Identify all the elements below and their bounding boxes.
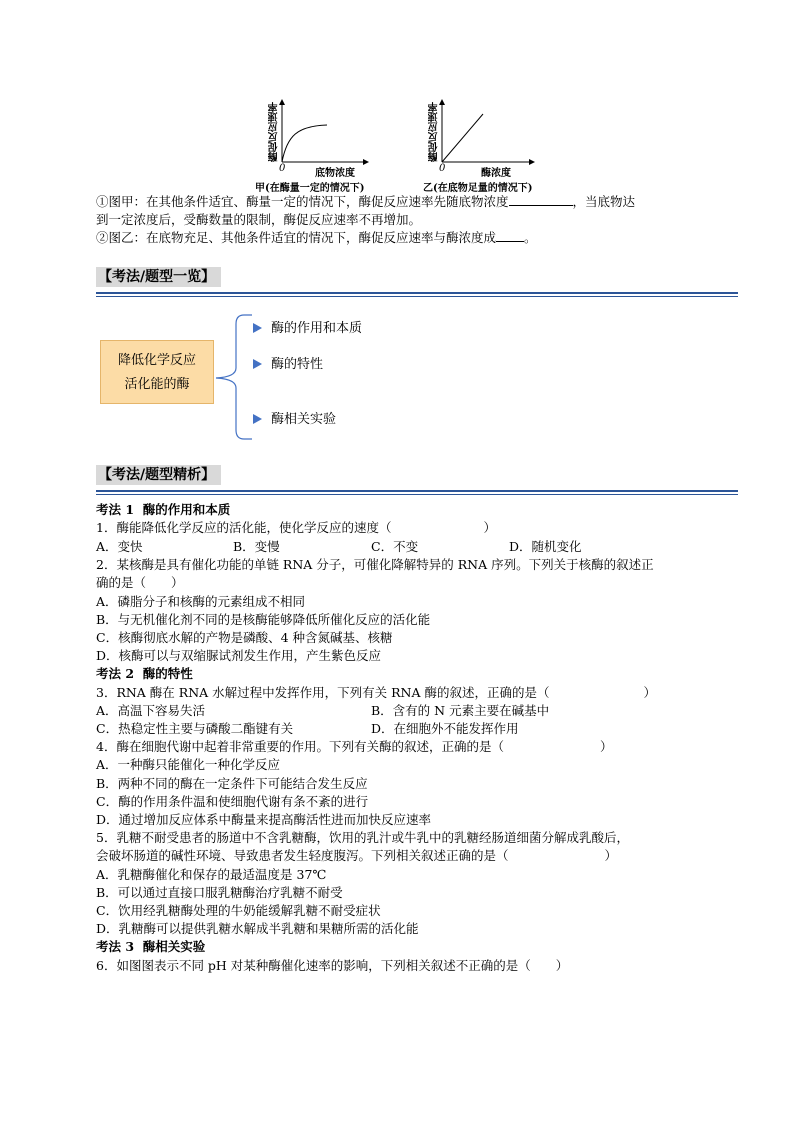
graph-substrate-caption: 甲(在酶量一定的情况下) [255,183,365,194]
q4-option-b: B．两种不同的酶在一定条件下可能结合发生反应 [96,776,368,791]
section-heading-overview: 【考法/题型一览】 [96,267,221,287]
graph-enzyme-origin: 0 [439,163,446,174]
section-rule-1b [96,296,738,297]
q4-option-c: C．酶的作用条件温和使细胞代谢有条不紊的进行 [96,794,369,809]
q4-stem: 4．酶在细胞代谢中起着非常重要的作用。下列有关酶的叙述，正确的是（ ） [96,739,613,754]
arrow-right-icon [253,414,262,424]
q3-option-d: D．在细胞外不能发挥作用 [371,721,519,736]
section-rule-2b [96,494,738,495]
q4-option-a: A．一种酶只能催化一种化学反应 [96,757,281,772]
q3-stem: 3．RNA 酶在 RNA 水解过程中发挥作用，下列有关 RNA 酶的叙述，正确的是（ ） [96,685,656,700]
section-heading-analysis: 【考法/题型精析】 [96,465,221,485]
intro-line-2: 到一定浓度后，受酶数量的限制，酶促反应速率不再增加。 [96,212,422,227]
q2-option-d: D．核酶可以与双缩脲试剂发生作用，产生紫色反应 [96,648,382,663]
q2-option-b: B．与无机催化剂不同的是核酶能够降低所催化反应的活化能 [96,612,431,627]
kaofa-2-title: 考法 2 酶的特性 [96,666,193,681]
section-rule-2a [96,490,738,492]
section-rule-1a [96,292,738,294]
intro-line-3: ②图乙：在底物充足、其他条件适宜的情况下，酶促反应速率与酶浓度成 。 [96,230,537,245]
kaofa-1-title: 考法 1 酶的作用和本质 [96,502,231,517]
graph-enzyme-xlabel: 酶浓度 [481,168,511,179]
graph-enzyme-caption: 乙(在底物足量的情况下) [423,183,533,194]
q1-stem: 1．酶能降低化学反应的活化能，使化学反应的速度（ ） [96,520,496,535]
q5-option-a: A．乳糖酶催化和保存的最适温度是 37℃ [96,867,327,882]
q2-option-c: C．核酶彻底水解的产物是磷酸、4 种含氮碱基、核糖 [96,630,393,645]
blank-1 [509,193,573,206]
blank-2 [496,229,524,242]
q5-stem-1: 5．乳糖不耐受患者的肠道中不含乳糖酶，饮用的乳汁或牛乳中的乳糖经肠道细菌分解成乳酸后， [96,830,629,845]
q6-stem: 6．如图图表示不同 pH 对某种酶催化速率的影响，下列相关叙述不正确的是（ ） [96,958,569,973]
concept-map-center: 降低化学反应 活化能的酶 [100,340,214,404]
graph-substrate [255,96,385,196]
q5-option-b: B．可以通过直接口服乳糖酶治疗乳糖不耐受 [96,885,343,900]
arrow-right-icon [253,323,262,333]
q5-option-c: C．饮用经乳糖酶处理的牛奶能缓解乳糖不耐受症状 [96,903,381,918]
q3-option-c: C．热稳定性主要与磷酸二酯键有关 [96,721,294,736]
concept-map-item-2: 酶的特性 [253,356,323,374]
q2-stem-1: 2．某核酶是具有催化功能的单链 RNA 分子，可催化降解特异的 RNA 序列。下列关于核酶的叙述正 [96,557,654,572]
arrow-right-icon [253,359,262,369]
q1-option-a: A．变快 [96,539,143,554]
q1-option-c: C．不变 [371,539,419,554]
graph-substrate-origin: 0 [279,163,286,174]
graph-substrate-xlabel: 底物浓度 [315,168,355,179]
graph-enzyme-ylabel: 酶促反应速率 [429,102,440,162]
q3-option-b: B．含有的 N 元素主要在碱基中 [371,703,550,718]
kaofa-3-title: 考法 3 酶相关实验 [96,939,206,954]
q1-option-b: B．变慢 [233,539,280,554]
q2-option-a: A．磷脂分子和核酶的元素组成不相同 [96,594,306,609]
intro-line-1: ①图甲：在其他条件适宜、酶量一定的情况下，酶促反应速率先随底物浓度 ，当底物达 [96,194,636,209]
q5-option-d: D．乳糖酶可以提供乳糖水解成半乳糖和果糖所需的活化能 [96,921,419,936]
concept-map-item-1: 酶的作用和本质 [253,320,362,338]
q2-stem-2: 确的是（ ） [96,575,184,590]
q3-option-a: A．高温下容易失活 [96,703,206,718]
graph-substrate-ylabel: 酶促反应速率 [269,102,280,162]
q4-option-d: D．通过增加反应体系中酶量来提高酶活性进而加快反应速率 [96,812,432,827]
q5-stem-2: 会破坏肠道的碱性环境、导致患者发生轻度腹泻。下列相关叙述正确的是（ ） [96,848,618,863]
q1-option-d: D．随机变化 [509,539,582,554]
graph-enzyme [425,96,555,196]
concept-map-item-3: 酶相关实验 [253,411,336,429]
